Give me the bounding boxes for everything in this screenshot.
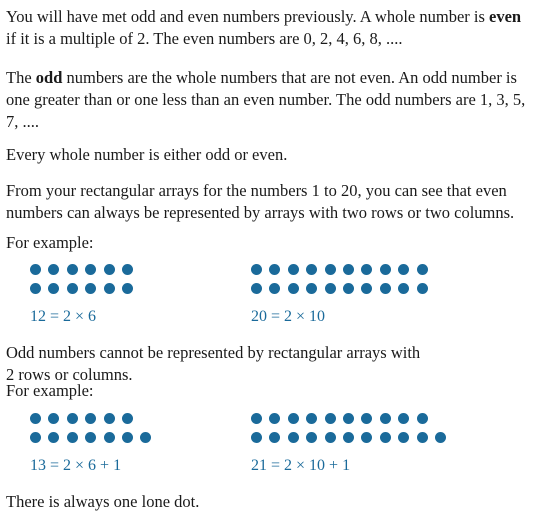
equation-20: 20 = 2 × 10 [251, 308, 326, 325]
dot [67, 432, 78, 443]
dot [269, 432, 280, 443]
dot [48, 413, 59, 424]
term-even: even [489, 7, 522, 26]
text-segment: The [6, 68, 36, 87]
dot [140, 432, 151, 443]
dot-row [30, 432, 151, 444]
dot [48, 264, 59, 275]
dot [269, 283, 280, 294]
text-line: 2 rows or columns. [6, 365, 133, 384]
paragraph-odd-definition [6, 67, 531, 133]
text-segment: numbers are the whole numbers that are not even. An odd number is one greater than or one less than an even number. The odd numbers are 1, 3, 5, 7, .... [6, 68, 526, 131]
dot [380, 413, 391, 424]
dot [104, 432, 115, 443]
dot [325, 283, 336, 294]
dot [417, 283, 428, 294]
dot [306, 264, 317, 275]
dot [306, 413, 317, 424]
dot [48, 283, 59, 294]
term-odd: odd [35, 68, 63, 87]
dot [306, 432, 317, 443]
dot-row [30, 283, 133, 295]
dot [380, 432, 391, 443]
dot [48, 432, 59, 443]
paragraph-odd-or-even: Every whole number is either odd or even. [6, 145, 288, 164]
label-for-example-odd: For example: [6, 381, 94, 400]
dot-row [251, 432, 446, 444]
label-for-example-even: For example: [6, 233, 94, 252]
dot [435, 432, 446, 443]
dot [361, 413, 372, 424]
dot [325, 432, 336, 443]
dot [288, 413, 299, 424]
paragraph-even-definition [6, 6, 531, 50]
dot [361, 432, 372, 443]
dot-array-13 [30, 413, 151, 451]
dot [251, 432, 262, 443]
paragraph-lone-dot: There is always one lone dot. [6, 492, 200, 511]
dot [67, 413, 78, 424]
dot-array-21 [251, 413, 446, 451]
dot-row [30, 264, 133, 276]
paragraph-rectangular-arrays: From your rectangular arrays for the numbers 1 to 20, you can see that even numbers can always be represented by arrays with two rows or two columns. [6, 181, 515, 222]
dot [306, 283, 317, 294]
dot [122, 264, 133, 275]
dot-row [251, 283, 428, 295]
dot [417, 264, 428, 275]
text-segment: You will have met odd and even numbers previously. A whole number is [6, 7, 490, 26]
dot [251, 413, 262, 424]
dot-row [251, 413, 446, 425]
dot [122, 432, 133, 443]
dot [30, 264, 41, 275]
dot [288, 264, 299, 275]
equation-21: 21 = 2 × 10 + 1 [251, 457, 351, 474]
dot-row [251, 264, 428, 276]
dot-array-12 [30, 264, 133, 302]
dot [417, 413, 428, 424]
dot [30, 413, 41, 424]
dot [104, 413, 115, 424]
dot [104, 264, 115, 275]
dot [343, 283, 354, 294]
dot [85, 432, 96, 443]
dot [398, 432, 409, 443]
dot [417, 432, 428, 443]
dot-row [30, 413, 151, 425]
equation-13: 13 = 2 × 6 + 1 [30, 457, 122, 474]
dot [361, 264, 372, 275]
dot [269, 413, 280, 424]
dot [251, 264, 262, 275]
dot [122, 413, 133, 424]
dot [30, 283, 41, 294]
dot [343, 413, 354, 424]
dot [30, 432, 41, 443]
dot [269, 264, 280, 275]
dot [251, 283, 262, 294]
dot [398, 413, 409, 424]
equation-12: 12 = 2 × 6 [30, 308, 97, 325]
dot [288, 432, 299, 443]
dot [104, 283, 115, 294]
dot [122, 283, 133, 294]
dot [67, 283, 78, 294]
dot [288, 283, 299, 294]
dot [67, 264, 78, 275]
text-line: Odd numbers cannot be represented by rectangular arrays with [6, 343, 421, 362]
dot [85, 283, 96, 294]
dot [325, 264, 336, 275]
dot [398, 264, 409, 275]
dot [85, 264, 96, 275]
dot [380, 264, 391, 275]
dot [398, 283, 409, 294]
dot [343, 264, 354, 275]
dot [325, 413, 336, 424]
dot [85, 413, 96, 424]
dot-array-20 [251, 264, 428, 302]
dot [343, 432, 354, 443]
dot [380, 283, 391, 294]
dot [361, 283, 372, 294]
text-segment: if it is a multiple of 2. The even numbers are 0, 2, 4, 6, 8, .... [6, 29, 403, 48]
